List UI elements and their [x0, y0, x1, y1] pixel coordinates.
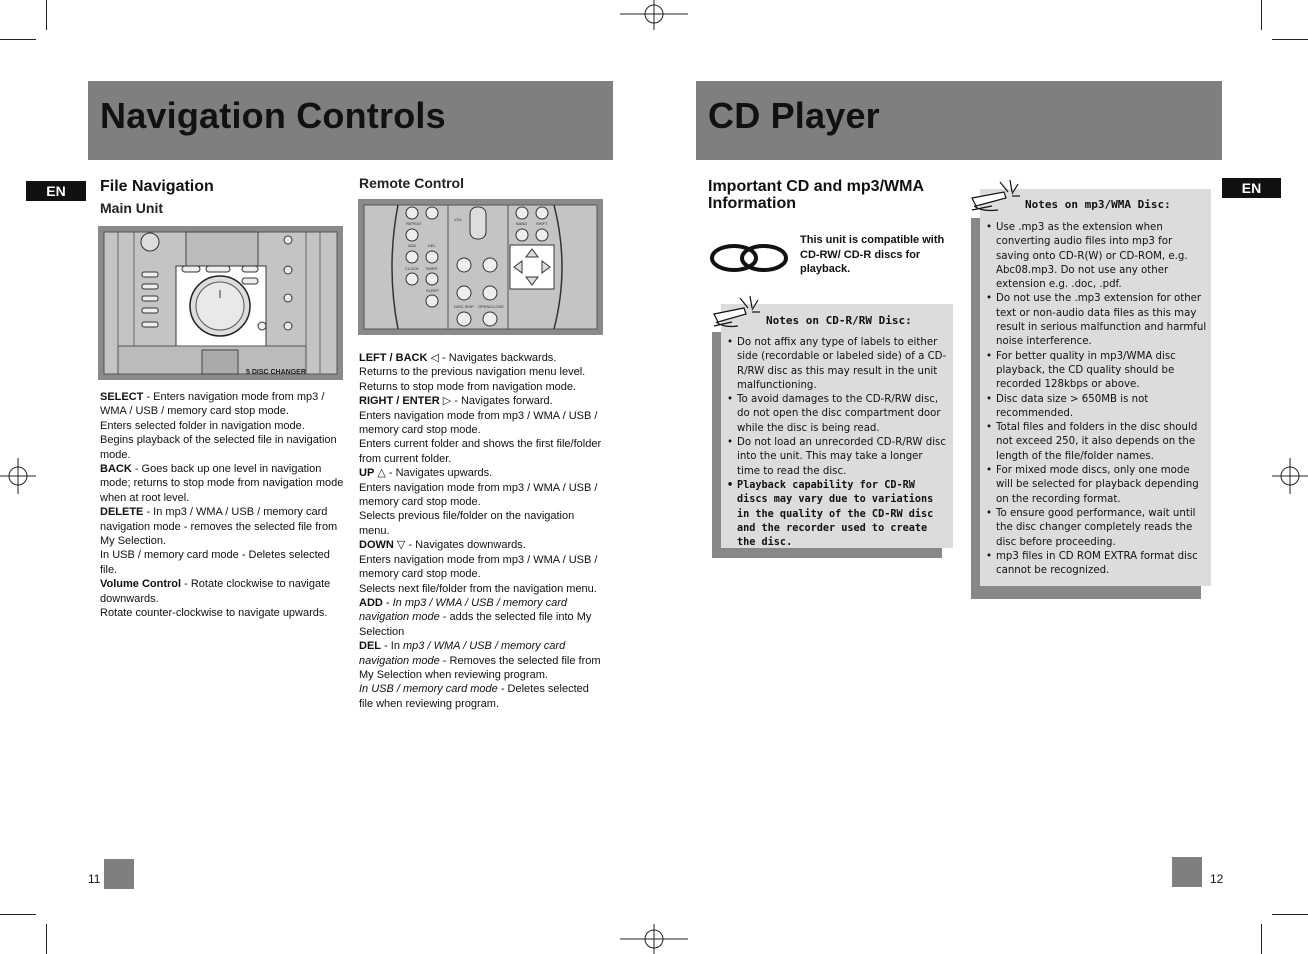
remote-label-vol: VOL	[454, 217, 463, 222]
list-item: • To ensure good performance, wait until the disc changer completely reads the disc before proceeding.	[984, 507, 1208, 550]
main-unit-heading: Main Unit	[100, 200, 163, 216]
registration-mark-icon	[0, 456, 36, 496]
crop-mark	[46, 924, 47, 954]
list-item: • Do not affix any type of labels to either side (recordable or labeled side) of a CD-R/RW disc as this may result in the unit malfunctioning.	[725, 336, 947, 393]
page-title: CD Player	[708, 95, 880, 136]
remote-label-shift: SHIFT	[536, 221, 548, 226]
left-arrow-icon: ◁	[430, 352, 439, 364]
main-unit-drawing	[98, 226, 343, 380]
back-term: BACK	[100, 463, 132, 476]
page-number-left: 11	[88, 872, 101, 886]
select-desc: - Enters navigation mode from mp3 / WMA / USB / memory card stop mode.	[100, 391, 325, 418]
important-heading-line: Information	[708, 195, 796, 212]
remote-label-open-close: OPEN/CLOSE	[478, 304, 505, 309]
right-enter-line: Enters navigation mode from mp3 / WMA / USB / memory card stop mode.	[359, 409, 598, 437]
down-line: Selects next file/folder from the navigation menu.	[359, 582, 597, 595]
left-banner	[88, 81, 613, 160]
remote-label-timer: TIMER	[425, 266, 438, 271]
list-item: • Use .mp3 as the extension when converting audio files into mp3 for saving onto CD-R(W) or CD-ROM, e.g. Abc08.mp3. Do not use any other extension e.g. .doc, .pdf.	[984, 221, 1208, 292]
file-navigation-heading: File Navigation	[100, 178, 214, 195]
main-unit-illustration	[98, 226, 343, 380]
mp3-notes-list	[984, 221, 1208, 578]
add-italic: In mp3 / WMA / USB / memory card navigation mode	[359, 596, 568, 624]
right-enter-term: RIGHT / ENTER	[359, 395, 440, 408]
crop-mark	[0, 914, 36, 915]
list-item: • To avoid damages to the CD-R/RW disc, do not open the disc compartment door while the disc is being read.	[725, 393, 947, 436]
del-line-italic: In USB / memory card mode	[359, 683, 498, 696]
select-line: Enters selected folder in navigation mode.	[100, 419, 305, 432]
remote-label-clock: CLOCK	[405, 266, 419, 271]
delete-line: In USB / memory card mode - Deletes selected file.	[100, 549, 330, 576]
down-desc: - Navigates downwards.	[405, 539, 526, 552]
list-item: • Total files and folders in the disc should not exceed 250, it also depends on the length of the file/folder names.	[984, 421, 1208, 464]
del-desc: - Removes the selected file from My Selection when reviewing program.	[359, 654, 601, 681]
delete-desc: - In mp3 / WMA / USB / memory card navigation mode - removes the selected file from My Selection.	[100, 506, 338, 548]
remote-illustration	[358, 199, 603, 335]
page-marker-right	[1172, 857, 1202, 887]
down-line: Enters navigation mode from mp3 / WMA / USB / memory card stop mode.	[359, 553, 598, 581]
crop-mark	[1261, 0, 1262, 30]
volume-term: Volume Control	[100, 578, 182, 591]
registration-mark-icon	[620, 0, 688, 30]
remote-label-sleep: SLEEP	[426, 288, 439, 293]
back-desc: - Goes back up one level in navigation mode; returns to stop mode from navigation mode when at root level.	[100, 463, 344, 504]
select-line: Begins playback of the selected file in navigation mode.	[100, 434, 337, 461]
remote-label-del: DEL	[428, 243, 436, 248]
up-line: Selects previous file/folder on the navigation menu.	[359, 510, 575, 537]
language-tag: EN	[26, 181, 86, 201]
registration-mark-icon	[620, 924, 688, 954]
important-heading	[708, 178, 924, 212]
remote-label-repeat: REPEAT	[406, 221, 422, 226]
up-line: Enters navigation mode from mp3 / WMA / USB / memory card stop mode.	[359, 481, 598, 509]
registration-mark-icon	[1272, 456, 1308, 496]
list-item: • mp3 files in CD ROM EXTRA format disc cannot be recognized.	[984, 550, 1208, 579]
list-item: • Do not use the .mp3 extension for other text or non-audio data files as this may result in serious malfunction and harmful noise interference.	[984, 292, 1208, 349]
device-label: 5 DISC CHANGER	[246, 369, 306, 376]
right-enter-desc: - Navigates forward.	[451, 395, 553, 408]
page-number-right: 12	[1210, 872, 1224, 886]
left-back-desc: - Navigates backwards.	[438, 352, 557, 364]
language-tag: EN	[1222, 178, 1281, 198]
right-enter-line: Enters current folder and shows the first file/folder from current folder.	[359, 438, 602, 465]
list-item: • For better quality in mp3/WMA disc playback, the CD quality should be recorded 128kbps or above.	[984, 350, 1208, 393]
down-term: DOWN	[359, 539, 394, 552]
disc-logo-icon	[708, 240, 790, 276]
compat-text: This unit is compatible with CD-RW/ CD-R discs for playback.	[800, 234, 945, 275]
volume-line: Rotate counter-clockwise to navigate upwards.	[100, 607, 328, 620]
main-unit-description	[100, 390, 345, 621]
note-pencil-icon	[710, 292, 762, 332]
up-desc: - Navigates upwards.	[385, 467, 493, 480]
add-desc: - adds the selected file into My Selection	[359, 611, 592, 638]
page-marker-left	[104, 859, 134, 889]
delete-term: DELETE	[100, 506, 144, 519]
crop-mark	[1272, 39, 1308, 40]
left-back-line: Returns to the previous navigation menu level.	[359, 366, 586, 379]
page-title: Navigation Controls	[100, 95, 446, 136]
del-sep: - In	[381, 640, 404, 653]
select-term: SELECT	[100, 391, 144, 403]
crop-mark	[1272, 914, 1308, 915]
list-item: • Playback capability for CD-RW discs may vary due to variations in the quality of the CD-RW disc and the recorder used to create the disc.	[725, 479, 947, 550]
remote-drawing	[358, 199, 603, 335]
left-back-line: Returns to stop mode from navigation mode.	[359, 380, 577, 393]
add-sep: -	[382, 596, 393, 609]
remote-description	[359, 351, 604, 711]
right-arrow-icon: ▷	[442, 395, 452, 408]
remote-label-add: ADD	[408, 243, 417, 248]
down-arrow-icon: ▽	[396, 539, 406, 552]
up-term: UP	[359, 467, 375, 480]
crop-mark	[46, 0, 47, 30]
important-heading-line: Important CD and mp3/WMA	[708, 178, 924, 195]
list-item: • Do not load an unrecorded CD-R/RW disc into the unit. This may take a longer time to read the disc.	[725, 436, 947, 479]
up-arrow-icon: △	[377, 467, 386, 480]
crop-mark	[1261, 924, 1262, 954]
left-back-term: LEFT / BACK	[359, 352, 428, 364]
volume-desc: - Rotate clockwise to navigate downwards.	[100, 578, 331, 605]
list-item: • For mixed mode discs, only one mode will be selected for playback depending on the recording format.	[984, 464, 1208, 507]
remote-label-band: BAND	[516, 221, 528, 226]
right-banner	[696, 81, 1222, 160]
del-italic: mp3 / WMA / USB / memory card navigation mode	[359, 640, 566, 667]
remote-control-heading: Remote Control	[359, 175, 464, 191]
remote-label-disc-skip: DISC SKIP	[454, 304, 474, 309]
list-item: • Disc data size > 650MB is not recommended.	[984, 393, 1208, 422]
del-term: DEL	[359, 640, 381, 653]
crop-mark	[0, 39, 36, 40]
cdrw-notes-list	[725, 336, 947, 550]
add-term: ADD	[359, 596, 383, 609]
del-line-desc: - Deletes selected file when reviewing program.	[359, 683, 589, 710]
note-pencil-icon	[968, 178, 1022, 218]
cdrw-notes-title: Notes on CD-R/RW Disc:	[766, 314, 912, 327]
mp3-notes-title: Notes on mp3/WMA Disc:	[1025, 198, 1171, 211]
